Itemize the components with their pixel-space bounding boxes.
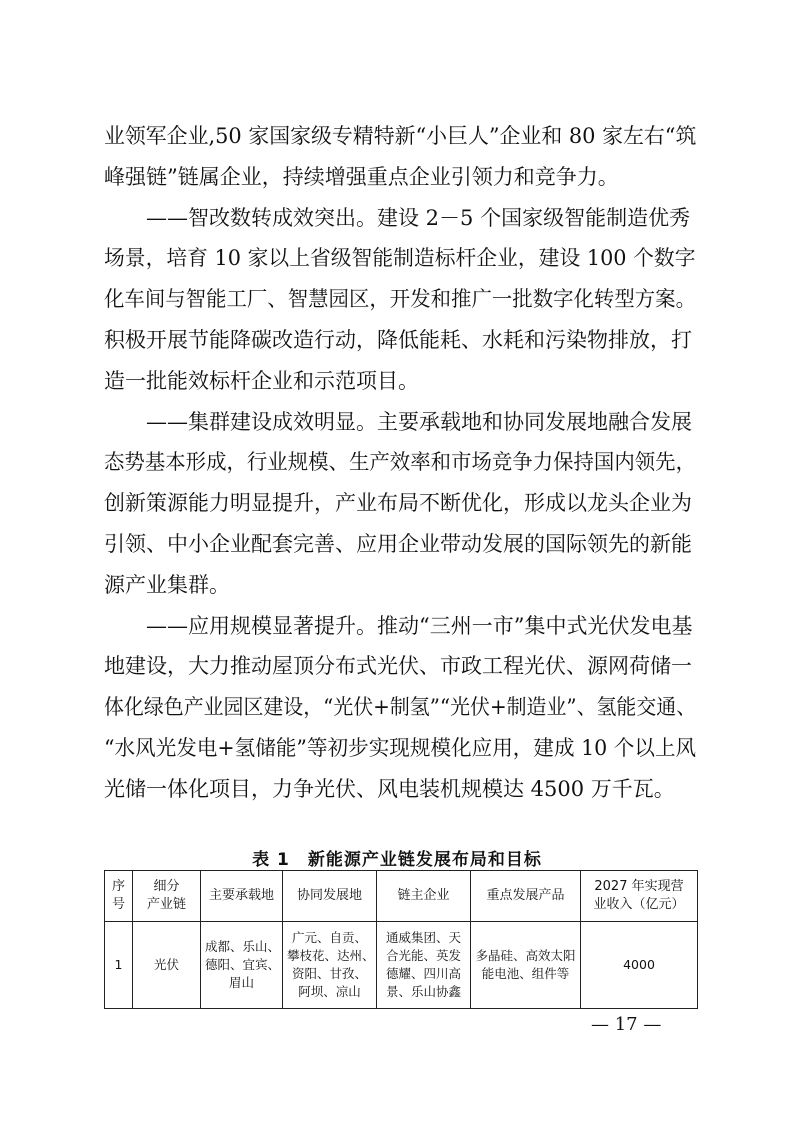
cell-main-sites: 成都、乐山、 德阳、宜宾、 眉山: [201, 922, 283, 1009]
header-key-products: 重点发展产品: [471, 871, 581, 922]
cell-sub-chain: 光伏: [133, 922, 201, 1009]
text-line: 创新策源能力明显提升，产业布局不断优化，形成以龙头企业为: [104, 491, 692, 516]
text-line: 业领军企业,50 家国家级专精特新“小巨人”企业和 80 家左右“筑: [104, 124, 697, 148]
text-line: “水风光发电+氢储能”等初步实现规模化应用，建成 10 个以上风: [104, 735, 697, 760]
table-row: [105, 922, 698, 1009]
text-line: 体化绿色产业园区建设，“光伏+制氢”“光伏+制造业”、氢能交通、: [104, 695, 697, 720]
text-line: 引领、中小企业配套完善、应用企业带动发展的国际领先的新能: [104, 531, 692, 556]
text-line: 化车间与智能工厂、智慧园区，开发和推广一批数字化转型方案。: [104, 287, 696, 312]
text-line: ——应用规模显著提升。推动“三州一市”集中式光伏发电基: [146, 613, 693, 638]
page-number: — 17 —: [591, 1014, 662, 1035]
cell-coop-sites: 广元、自贡、 攀枝花、达州、 资阳、甘孜、 阿坝、凉山: [283, 922, 377, 1009]
text-line: 造一批能效标杆企业和示范项目。: [104, 368, 419, 393]
table-title: 表 1 新能源产业链发展布局和目标: [252, 850, 542, 870]
cell-serial-number: 1: [105, 922, 133, 1009]
cell-key-products: 多晶硅、高效太阳 能电池、组件等: [471, 922, 581, 1009]
text-line: ——智改数转成效突出。建设 2－5 个国家级智能制造优秀: [146, 205, 691, 230]
cell-chain-leaders: 通威集团、天 合光能、英发 德耀、四川高 景、乐山协鑫: [377, 922, 471, 1009]
header-revenue-target: 2027 年实现营 业收入（亿元）: [581, 871, 698, 922]
industry-chain-table: [104, 870, 698, 1009]
cell-revenue-target: 4000: [581, 922, 698, 1009]
text-line: 积极开展节能降碳改造行动，降低能耗、水耗和污染物排放，打: [104, 327, 692, 352]
header-sub-chain: 细分 产业链: [133, 871, 201, 922]
body-text: [104, 116, 696, 810]
text-line: 峰强链”链属企业，持续增强重点企业引领力和竞争力。: [104, 164, 619, 189]
header-chain-leaders: 链主企业: [377, 871, 471, 922]
text-line: 场景，培育 10 家以上省级智能制造标杆企业，建设 100 个数字: [104, 246, 696, 271]
header-serial-number: 序 号: [105, 871, 133, 922]
text-line: 地建设，大力推动屋顶分布式光伏、市政工程光伏、源网荷储一: [104, 654, 692, 679]
header-main-sites: 主要承载地: [201, 871, 283, 922]
text-line: 源产业集群。: [104, 572, 230, 597]
text-line: 态势基本形成，行业规模、生产效率和市场竞争力保持国内领先，: [104, 450, 696, 475]
header-coop-sites: 协同发展地: [283, 871, 377, 922]
table-header-row: [105, 871, 698, 922]
text-line: ——集群建设成效明显。主要承载地和协同发展地融合发展: [146, 409, 692, 434]
text-line: 光储一体化项目，力争光伏、风电装机规模达 4500 万千瓦。: [104, 776, 675, 801]
